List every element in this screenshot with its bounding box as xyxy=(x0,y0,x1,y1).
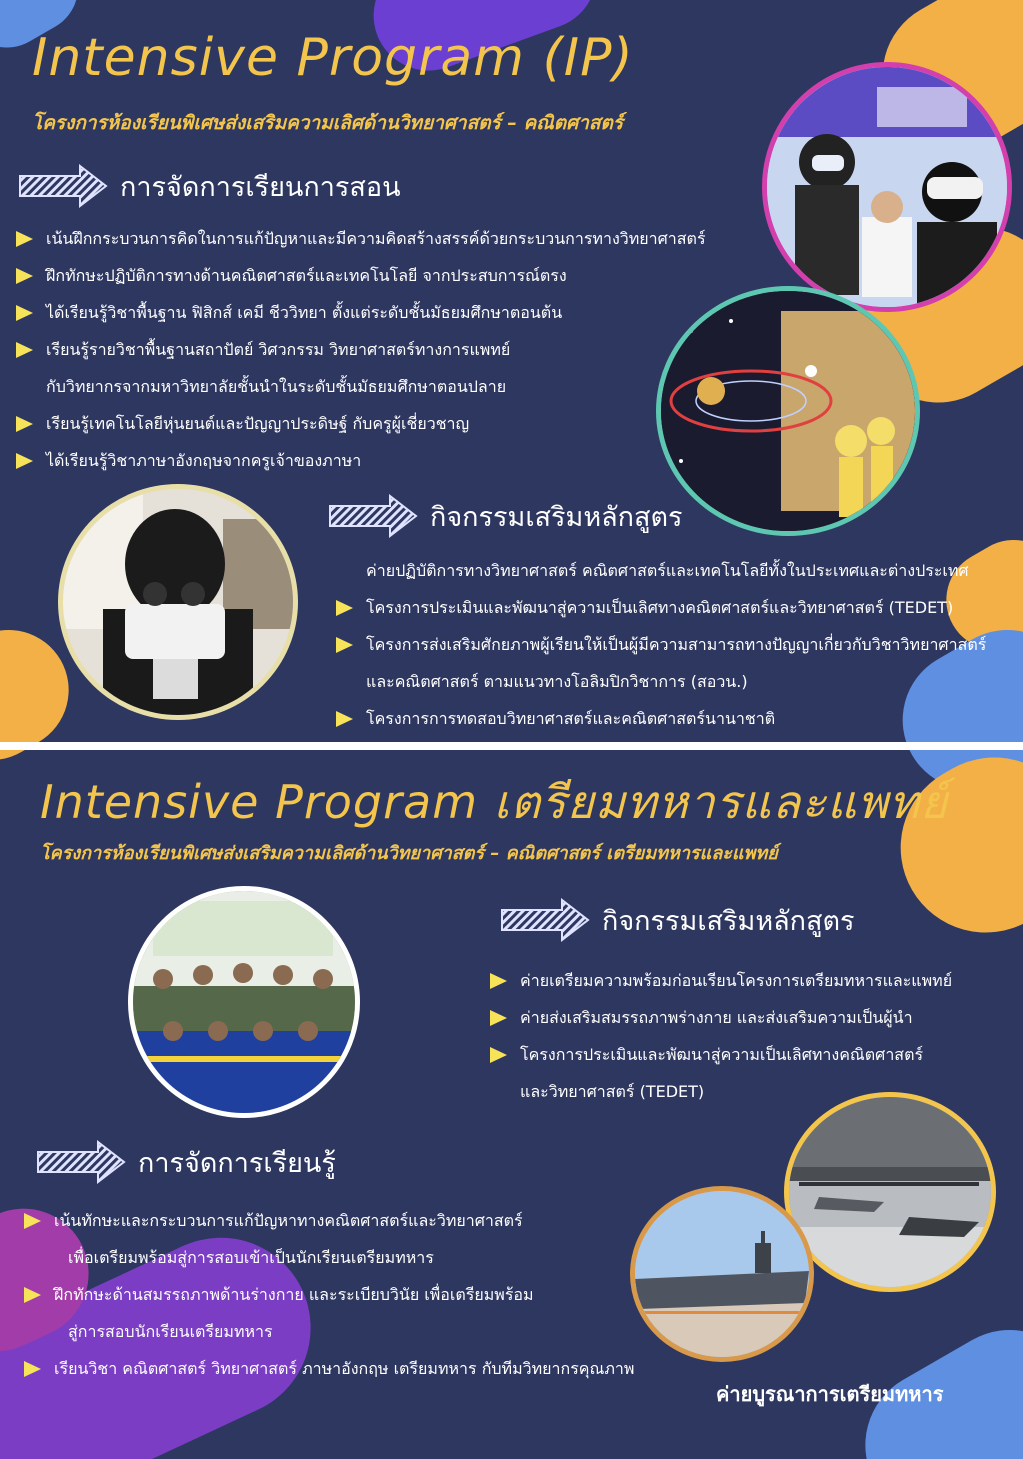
triangle-bullet-icon xyxy=(336,600,353,616)
triangle-bullet-icon xyxy=(16,231,33,247)
military-learning-list xyxy=(24,1202,634,1387)
list-item: เรียนวิชา คณิตศาสตร์ วิทยาศาสตร์ ภาษาอังกฤษ เตรียมทหาร กับทีมวิทยากรคุณภาพ xyxy=(24,1350,634,1387)
striped-arrow-icon xyxy=(328,494,418,538)
striped-arrow-icon xyxy=(18,164,108,208)
military-activities-heading-label: กิจกรรมเสริมหลักสูตร xyxy=(602,905,855,937)
triangle-bullet-icon xyxy=(24,1361,41,1377)
list-item: เน้นฝึกกระบวนการคิดในการแก้ปัญหาและมีความคิดสร้างสรรค์ด้วยกระบวนการทางวิทยาศาสตร์ xyxy=(16,220,706,257)
photo-cadet-illustration xyxy=(133,891,355,1113)
list-item: โครงการประเมินและพัฒนาสู่ความเป็นเลิศทางคณิตศาสตร์ xyxy=(490,1036,952,1073)
list-item-continued: สู่การสอบนักเรียนเตรียมทหาร xyxy=(68,1322,273,1341)
list-item-continued: และคณิตศาสตร์ ตามแนวทางโอลิมปิกวิชาการ (สอวน.) xyxy=(366,672,748,691)
striped-arrow-icon xyxy=(500,898,590,942)
ip-teaching-heading xyxy=(18,164,401,208)
photo-microscope-student xyxy=(58,484,298,720)
triangle-bullet-icon xyxy=(16,268,33,284)
list-item: ฝึกทักษะปฏิบัติการทางด้านคณิตศาสตร์และเทคโนโลยี จากประสบการณ์ตรง xyxy=(16,257,706,294)
ip-activities-heading-label: กิจกรรมเสริมหลักสูตร xyxy=(430,501,683,533)
triangle-bullet-icon xyxy=(16,453,33,469)
ip-title: Intensive Program (IP) xyxy=(32,28,634,88)
photo-microscope-illustration xyxy=(63,489,293,715)
military-title: Intensive Program เตรียมทหารและแพทย์ xyxy=(40,775,949,829)
triangle-bullet-icon xyxy=(336,711,353,727)
list-item-continued: เพื่อเตรียมพร้อมสู่การสอบเข้าเป็นนักเรียนเตรียมทหาร xyxy=(68,1248,434,1267)
list-item-continued: และวิทยาศาสตร์ (TEDET) xyxy=(520,1082,705,1101)
military-learning-heading xyxy=(36,1140,336,1184)
photo-vr-illustration xyxy=(767,67,1007,307)
striped-arrow-icon xyxy=(36,1140,126,1184)
ip-teaching-heading-label: การจัดการเรียนการสอน xyxy=(120,171,401,203)
list-item: ได้เรียนรู้วิชาพื้นฐาน ฟิสิกส์ เคมี ชีววิทยา ตั้งแต่ระดับชั้นมัธยมศึกษาตอนต้น xyxy=(16,294,706,331)
photo-carrier-illustration xyxy=(635,1191,809,1357)
photo-hangar-illustration xyxy=(789,1097,991,1287)
photo-aircraft-hangar xyxy=(784,1092,996,1292)
list-item: ค่ายเตรียมความพร้อมก่อนเรียนโครงการเตรียมทหารและแพทย์ xyxy=(490,962,952,999)
list-item: โครงการส่งเสริมศักยภาพผู้เรียนให้เป็นผู้มีความสามารถทางปัญญาเกี่ยวกับวิชาวิทยาศาสตร์ xyxy=(336,626,986,663)
list-item: เรียนรู้รายวิชาพื้นฐานสถาปัตย์ วิศวกรรม วิทยาศาสตร์ทางการแพทย์ xyxy=(16,331,706,368)
list-item: โครงการการทดสอบวิทยาศาสตร์และคณิตศาสตร์นานาชาติ xyxy=(336,700,986,737)
ip-activities-list xyxy=(336,552,986,737)
triangle-bullet-icon xyxy=(490,1010,507,1026)
triangle-bullet-icon xyxy=(336,637,353,653)
triangle-bullet-icon xyxy=(16,416,33,432)
photo-cadet-group xyxy=(128,886,360,1118)
military-learning-heading-label: การจัดการเรียนรู้ xyxy=(138,1147,336,1179)
military-subtitle: โครงการห้องเรียนพิเศษส่งเสริมความเลิศด้านวิทยาศาสตร์ – คณิตศาสตร์ เตรียมทหารและแพทย์ xyxy=(40,843,778,864)
triangle-bullet-icon xyxy=(16,342,33,358)
list-item: ได้เรียนรู้วิชาภาษาอังกฤษจากครูเจ้าของภาษา xyxy=(16,442,706,479)
ip-subtitle: โครงการห้องเรียนพิเศษส่งเสริมความเลิศด้านวิทยาศาสตร์ – คณิตศาสตร์ xyxy=(32,112,624,134)
triangle-bullet-icon xyxy=(24,1213,41,1229)
list-item: ค่ายส่งเสริมสมรรถภาพร่างกาย และส่งเสริมความเป็นผู้นำ xyxy=(490,999,952,1036)
ip-activities-heading xyxy=(328,494,683,538)
list-item: เน้นทักษะและกระบวนการแก้ปัญหาทางคณิตศาสตร์และวิทยาศาสตร์ xyxy=(24,1202,634,1239)
camp-caption: ค่ายบูรณาการเตรียมทหาร xyxy=(716,1382,944,1406)
photo-planetarium xyxy=(656,286,920,536)
ip-teaching-list xyxy=(16,220,706,479)
triangle-bullet-icon xyxy=(24,1287,41,1303)
triangle-bullet-icon xyxy=(490,973,507,989)
military-activities-heading xyxy=(500,898,855,942)
section-divider xyxy=(0,742,1023,750)
photo-aircraft-carrier xyxy=(630,1186,814,1362)
list-item: ฝึกทักษะด้านสมรรถภาพด้านร่างกาย และระเบียบวินัย เพื่อเตรียมพร้อม xyxy=(24,1276,634,1313)
photo-planetarium-illustration xyxy=(661,291,915,531)
photo-vr-students xyxy=(762,62,1012,312)
military-activities-list xyxy=(490,962,952,1110)
triangle-bullet-icon xyxy=(16,305,33,321)
list-item-intro: ค่ายปฏิบัติการทางวิทยาศาสตร์ คณิตศาสตร์และเทคโนโลยีทั้งในประเทศและต่างประเทศ xyxy=(366,561,969,580)
list-item: เรียนรู้เทคโนโลยีหุ่นยนต์และปัญญาประดิษฐ์ กับครูผู้เชี่ยวชาญ xyxy=(16,405,706,442)
list-item-continued: กับวิทยากรจากมหาวิทยาลัยชั้นนำในระดับชั้นมัธยมศึกษาตอนปลาย xyxy=(46,377,507,396)
list-item: โครงการประเมินและพัฒนาสู่ความเป็นเลิศทางคณิตศาสตร์และวิทยาศาสตร์ (TEDET) xyxy=(336,589,986,626)
triangle-bullet-icon xyxy=(490,1047,507,1063)
